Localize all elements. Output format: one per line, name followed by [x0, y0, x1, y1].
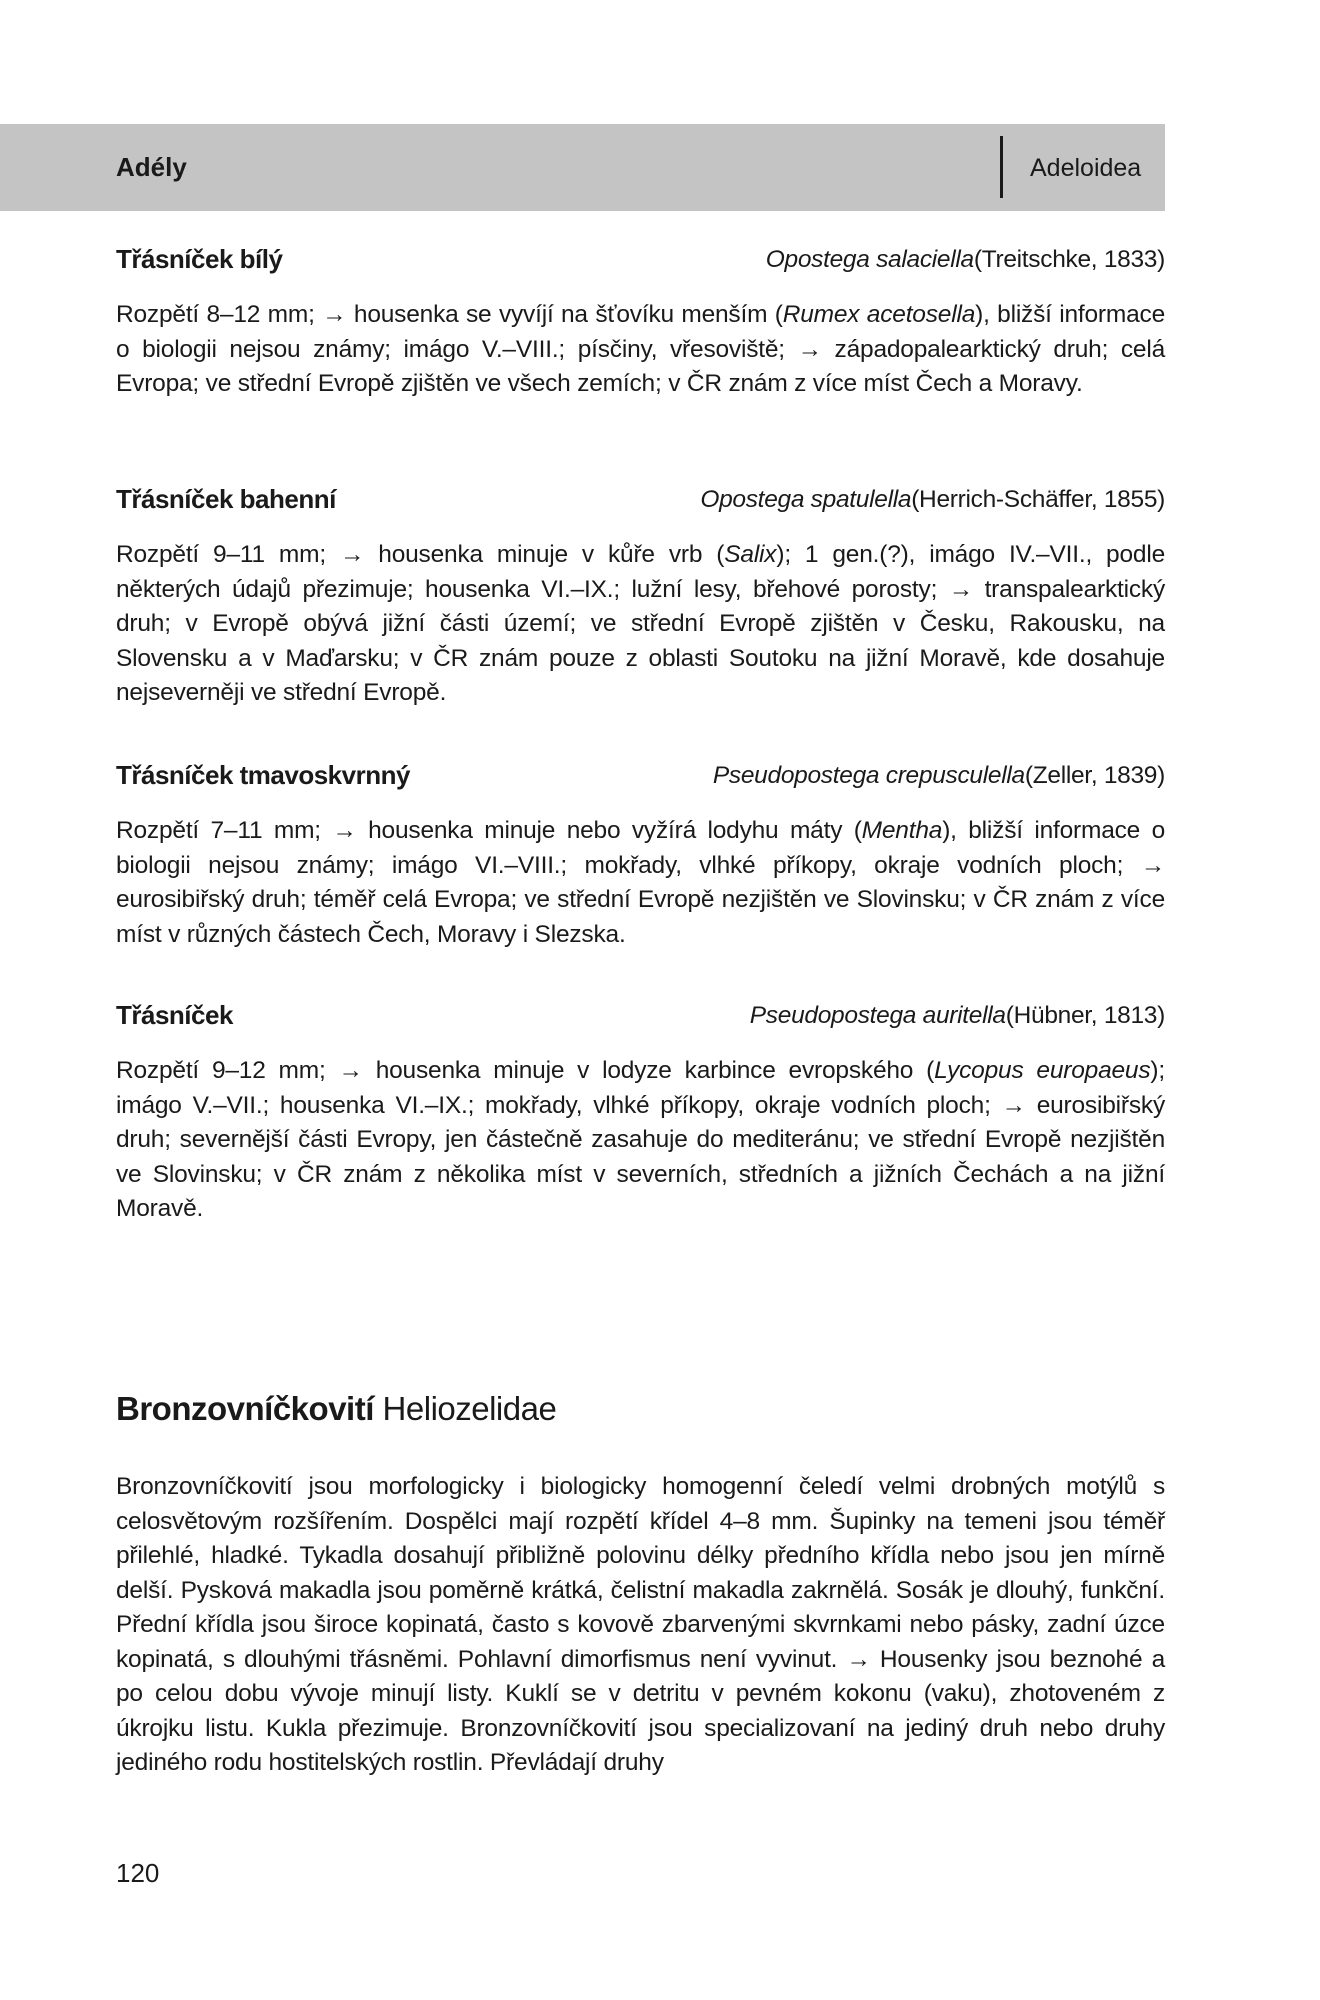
species-heading [116, 1000, 1165, 1038]
species-author: (Zeller, 1839) [1024, 762, 1165, 789]
family-description-text: Bronzovníčkovití jsou morfologicky i biologicky homogenní čeledí velmi drobných motýlů s celosvětovým rozšířením. Dospělci mají rozpětí křídel 4–8 mm. Šupinky na temeni jsou téměř přilehlé, hladké. Tykadla dosahují přibližně polovinu délky předního křídla nebo jsou jen mírně delší. Pysková makadla jsou poměrně krátká, čelistní makadla zakrnělá. Sosák je dlouhý, funkční. Přední křídla jsou široce kopinatá, často s kovově zbarvenými skvrnkami nebo pásky, zadní úzce kopinatá, s dlouhými třásněmi. Pohlavní dimorfismus není vyvinut. → Housenky jsou beznohé a po celou dobu vývoje minují listy. Kuklí se v detritu v pevném kokonu (vaku), zhotoveném z úkrojku listu. Kukla přezimuje. Bronzovníčkovití jsou specializovaní na jediný druh nebo druhy jediného rodu hostitelských rostlin. Převládají druhy [116, 1473, 1165, 1776]
description-text: ), bližší informace o biologii nejsou známy; imágo VI.–VIII.; mokřady, vlhké příkopy, okraje vodních ploch; → eurosibiřský druh; téměř celá Evropa; ve střední Evropě nezjištěn ve Slovinsku; v ČR znám z více míst v různých částech Čech, Moravy i Slezska. [116, 817, 1165, 948]
species-entry [116, 484, 1165, 711]
description-text: Rozpětí 9–11 mm; → housenka minuje v kůře vrb ( [116, 541, 725, 568]
description-text: ); 1 gen.(?), imágo IV.–VII., podle některých údajů přezimuje; housenka VI.–IX.; lužní lesy, břehové porosty; → transpalearktický druh; v Evropě obývá jižní části území; ve střední Evropě zjištěn v Česku, Rakousku, na Slovensku a v Maďarsku; v ČR znám pouze z oblasti Soutoku na jižní Moravě, kde dosahuje nejseverněji ve střední Evropě. [116, 541, 1165, 706]
family-czech-name: Bronzovníčkovití [116, 1390, 374, 1427]
species-description [116, 298, 1165, 402]
species-latin-name: Pseudopostega auritella [749, 1002, 1006, 1029]
species-scientific-name [750, 1002, 1165, 1030]
species-author: (Treitschke, 1833) [973, 246, 1165, 273]
species-heading [116, 760, 1165, 798]
species-entry [116, 244, 1165, 402]
species-entry [116, 1000, 1165, 1227]
species-latin-name: Pseudopostega crepusculella [712, 762, 1025, 789]
header-divider [1000, 136, 1003, 198]
header-section-title: Adély [116, 152, 187, 182]
species-description [116, 538, 1165, 711]
species-scientific-name [700, 486, 1165, 514]
species-latin-name: Opostega spatulella [700, 486, 912, 513]
species-entry [116, 760, 1165, 952]
species-author: (Hübner, 1813) [1005, 1002, 1165, 1029]
running-header [0, 124, 1165, 211]
species-description [116, 814, 1165, 952]
header-superfamily: Adeloidea [1030, 154, 1142, 182]
page-number: 120 [116, 1858, 160, 1888]
description-text: ), bližší informace o biologii nejsou známy; imágo V.–VIII.; písčiny, vřesoviště; → západopalearktický druh; celá Evropa; ve střední Evropě zjištěn ve všech zemích; v ČR znám z více míst Čech a Moravy. [116, 301, 1165, 397]
species-heading [116, 484, 1165, 522]
species-heading [116, 244, 1165, 282]
host-plant-name: Salix [724, 541, 777, 568]
species-common-name: Třásníček tmavoskvrnný [116, 760, 410, 790]
species-scientific-name [766, 246, 1165, 274]
species-common-name: Třásníček bahenní [116, 484, 336, 514]
species-latin-name: Opostega salaciella [765, 246, 974, 273]
description-text: Rozpětí 7–11 mm; → housenka minuje nebo vyžírá lodyhu máty ( [116, 817, 862, 844]
host-plant-name: Mentha [861, 817, 943, 844]
species-description [116, 1054, 1165, 1227]
host-plant-name: Lycopus europaeus [934, 1057, 1151, 1084]
family-latin-name: Heliozelidae [382, 1390, 557, 1427]
host-plant-name: Rumex acetosella [782, 301, 976, 328]
species-common-name: Třásníček [116, 1000, 233, 1030]
family-heading [116, 1390, 556, 1428]
description-text: Rozpětí 8–12 mm; → housenka se vyvíjí na šťovíku menším ( [116, 301, 783, 328]
species-scientific-name [713, 762, 1165, 790]
species-common-name: Třásníček bílý [116, 244, 283, 274]
description-text: Rozpětí 9–12 mm; → housenka minuje v lodyze karbince evropského ( [116, 1057, 935, 1084]
family-description [116, 1470, 1165, 1781]
species-author: (Herrich-Schäffer, 1855) [911, 486, 1165, 513]
description-text: ); imágo V.–VII.; housenka VI.–IX.; mokřady, vlhké příkopy, okraje vodních ploch; → eurosibiřský druh; severnější části Evropy, jen částečně zasahuje do mediteránu; ve střední Evropě nezjištěn ve Slovinsku; v ČR znám z několika míst v severních, středních a jižních Čechách a na jižní Moravě. [116, 1057, 1165, 1222]
